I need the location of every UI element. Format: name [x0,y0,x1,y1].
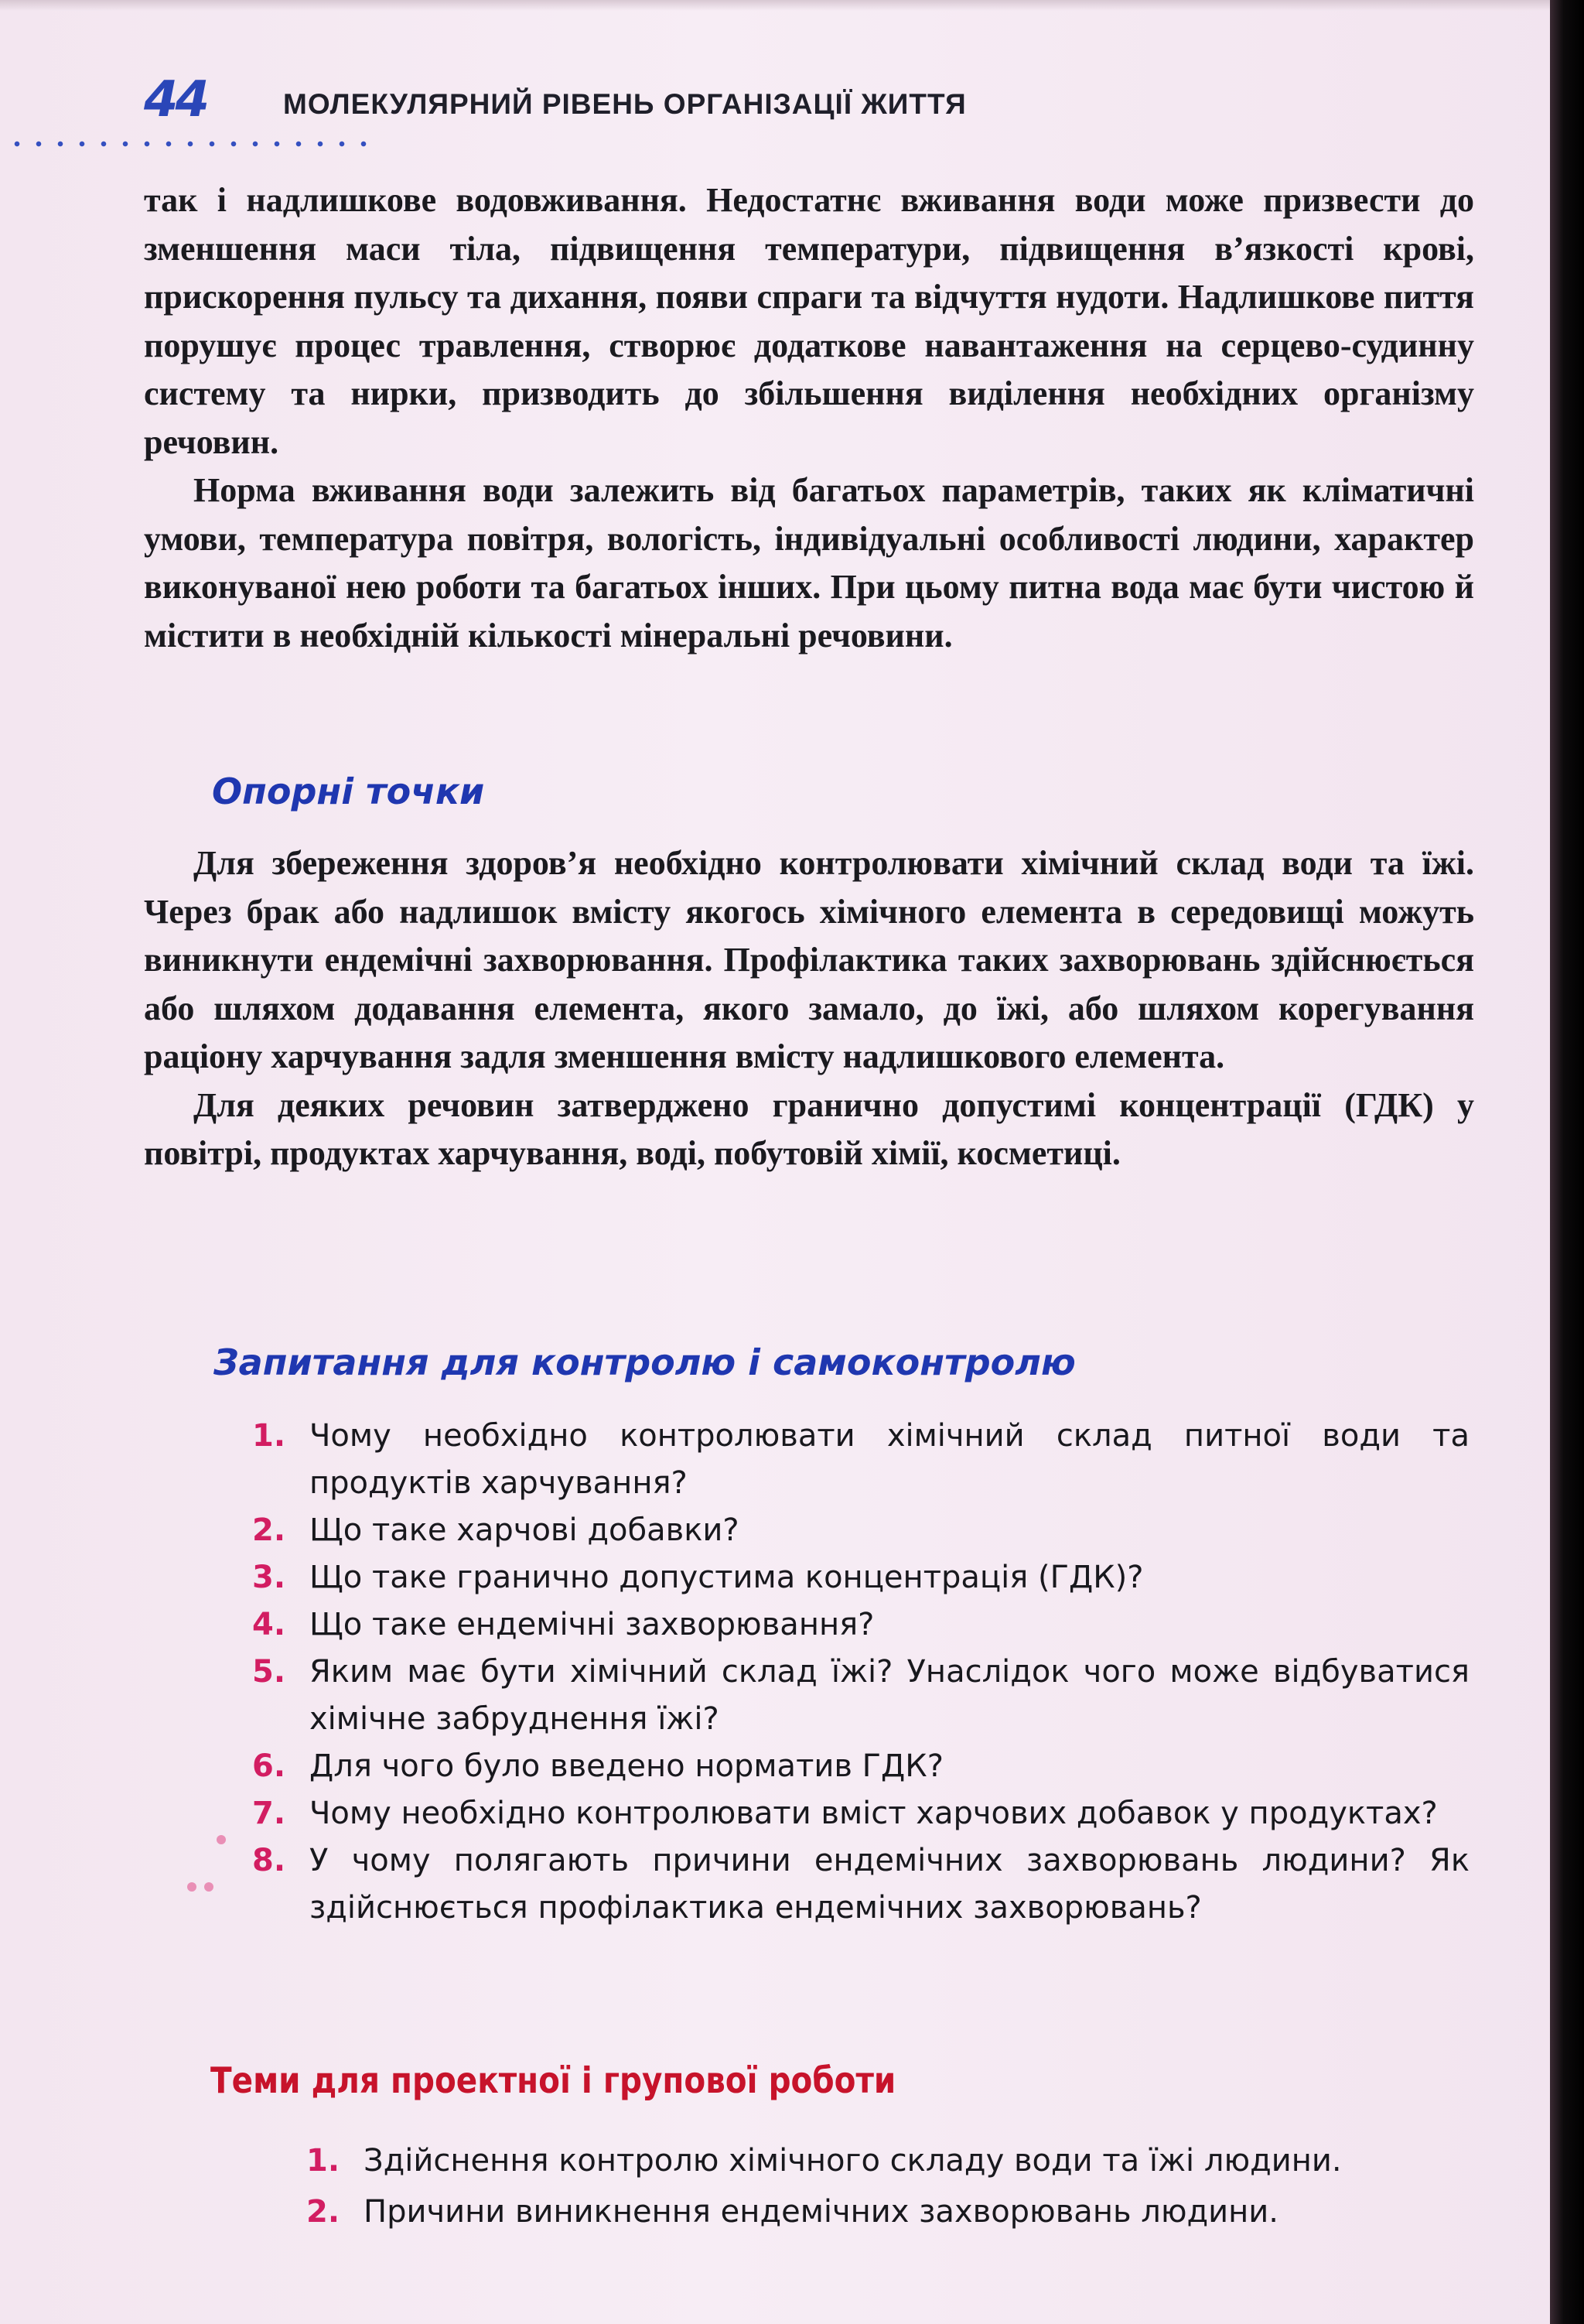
page-top-edge [0,0,1584,11]
question-number: 3. [252,1560,286,1595]
question-item [248,1837,1470,1932]
key-points-text [144,839,1474,1178]
question-text: Що таке харчові добавки? [309,1512,739,1548]
project-text: Здійснення контролю хімічного складу води та їжі людини. [364,2143,1342,2179]
question-number: 2. [252,1512,286,1548]
intro-paragraph: так і надлишкове водовживання. Недостатнє вживання води може призвести до зменшення маси тіла, підвищення температури, підвищення в’язкості крові, прискорення пульсу та дихання, появи спраги та відчуття нудоти. Надлишкове пиття порушує процес травлення, створює додаткове навантаження на серцево-судинну систему та нирки, призводить до збільшення виділення необхідних організму речовин. [144,181,1474,461]
question-item [248,1413,1470,1507]
intro-text [144,176,1474,660]
question-item [248,1507,1470,1554]
question-text: Чому необхідно контролювати вміст харчових добавок у продуктах? [309,1796,1438,1831]
project-text: Причини виникнення ендемічних захворювань людини. [364,2194,1279,2230]
intro-paragraph: Норма вживання води залежить від багатьох параметрів, таких як кліматичні умови, температура повітря, вологість, індивідуальні особливості людини, характер виконуваної нею роботи та багатьох інших. При цьому питна вода має бути чистою й містити в необхідній кількості мінеральні речовини. [144,471,1474,654]
key-points-paragraph: Для деяких речовин затверджено гранично допустимі концентрації (ГДК) у повітрі, продуктах харчування, воді, побутовій хімії, косметиці. [144,1085,1474,1172]
question-text: Чому необхідно контролювати хімічний склад питної води та продуктів харчування? [309,1418,1470,1501]
question-number: 7. [252,1796,286,1831]
projects-heading: Теми для проектної і групової роботи [210,2059,896,2101]
question-number: 4. [252,1607,286,1642]
project-number: 2. [306,2194,340,2230]
question-text: Що таке ендемічні захворювання? [309,1607,875,1642]
question-item [248,1554,1470,1601]
project-number: 1. [306,2143,340,2179]
question-number: 5. [252,1654,286,1690]
project-item [248,2186,1470,2237]
question-text: Яким має бути хімічний склад їжі? Унаслідок чого може відбуватися хімічне забруднення їжі? [309,1654,1470,1737]
projects-list [248,2135,1470,2237]
difficulty-marker [217,1811,234,1820]
book-spine-edge [1550,0,1584,2324]
dotted-divider [6,141,377,147]
question-text: Для чого було введено норматив ГДК? [309,1748,944,1784]
question-item [248,1743,1470,1790]
questions-heading: Запитання для контролю і самоконтролю [213,1341,1076,1383]
questions-list [248,1413,1470,1932]
question-item [248,1649,1470,1743]
running-title: МОЛЕКУЛЯРНИЙ РІВЕНЬ ОРГАНІЗАЦІЇ ЖИТТЯ [283,88,967,120]
key-points-paragraph: Для збереження здоров’я необхідно контролювати хімічний склад води та їжі. Через брак або надлишок вмісту якогось хімічного елемента в середовищі можуть виникнути ендемічні захворювання. Профілактика таких захворювань здійснюється або шляхом додавання елемента, якого замало, до їжі, або шляхом корегування раціону харчування задля зменшення вмісту надлишкового елемента. [144,844,1474,1075]
question-item [248,1790,1470,1837]
difficulty-marker [187,1858,221,1868]
question-number: 1. [252,1418,286,1454]
question-number: 8. [252,1843,286,1878]
question-number: 6. [252,1748,286,1784]
project-item [248,2135,1470,2186]
key-points-heading: Опорні точки [212,771,485,812]
page-number: 44 [144,71,207,128]
question-text: Що таке гранично допустима концентрація (ГДК)? [309,1560,1144,1595]
question-item [248,1601,1470,1649]
question-text: У чому полягають причини ендемічних захворювань людини? Як здійснюється профілактика ендемічних захворювань? [309,1843,1470,1926]
